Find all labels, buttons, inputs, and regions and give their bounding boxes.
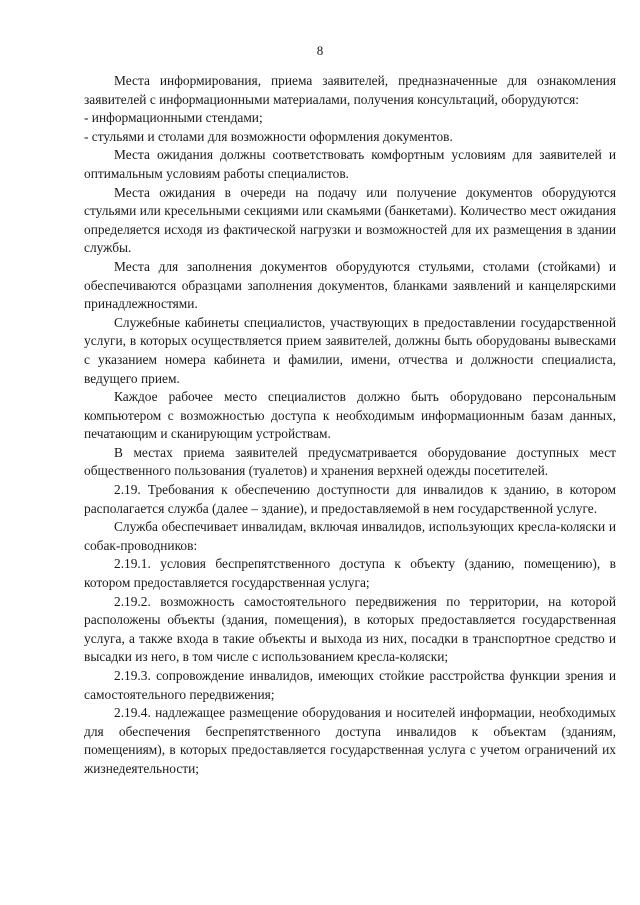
paragraph-form-filling-places: Места для заполнения документов оборудуются стульями, столами (стойками) и обеспечиваются образцами заполнения документов, бланками заявлений и канцелярскими принадлежностями. xyxy=(84,258,616,312)
paragraph-waiting-places: Места ожидания должны соответствовать комфортным условиям для заявителей и оптимальным условиям работы специалистов. xyxy=(84,147,616,181)
paragraph-workplace: Каждое рабочее место специалистов должно быть оборудовано персональным компьютером с возможностью доступа к необходимым информационным базам данных, печатающим и сканирующим устройствам. xyxy=(84,389,616,442)
page-number: 8 xyxy=(316,43,324,58)
document-body xyxy=(84,72,616,779)
paragraph-public-facilities: В местах приема заявителей предусматривается оборудование доступных мест общественного пользования (туалетов) и хранения верхней одежды посетителей. xyxy=(84,444,616,479)
section-2-19-heading: 2.19. Требования к обеспечению доступности для инвалидов к зданию, в котором располагается служба (далее – здание), и предоставляемой в нем государственной услуге. xyxy=(84,482,616,516)
item-2-19-1: 2.19.1. условия беспрепятственного доступа к объекту (зданию, помещению), в котором предоставляется государственная услуга; xyxy=(84,556,616,591)
list-item-stands: - информационными стендами; xyxy=(84,110,263,126)
list-item-chairs-tables: - стульями и столами для возможности оформления документов. xyxy=(84,128,453,144)
item-2-19-3: 2.19.3. сопровождение инвалидов, имеющих стойкие расстройства функции зрения и самостоятельного передвижения; xyxy=(84,668,616,702)
paragraph-service-provides: Служба обеспечивает инвалидам, включая инвалидов, использующих кресла-коляски и собак-проводников: xyxy=(84,519,616,553)
paragraph-info-places: Места информирования, приема заявителей, предназначенные для ознакомления заявителей с информационными материалами, получения консультаций, оборудуются: xyxy=(84,73,616,107)
paragraph-offices: Служебные кабинеты специалистов, участвующих в предоставлении государственной услуги, в которых осуществляется прием заявителей, должны быть оборудованы вывесками с указанием номера кабинета и фамилии, имени, отчества и должности специалиста, ведущего прием. xyxy=(84,314,616,386)
item-2-19-4: 2.19.4. надлежащее размещение оборудования и носителей информации, необходимых для обеспечения беспрепятственного доступа инвалидов к объектам (зданиям, помещениям), в которых предоставляется государственная услуга с учетом ограничений их жизнедеятельности; xyxy=(84,705,616,776)
item-2-19-2: 2.19.2. возможность самостоятельного передвижения по территории, на которой расположены объекты (здания, помещения), в которых предоставляется государственная услуга, а также входа в такие объекты и выхода из них, посадки в транспортное средство и высадки из него, в том числе с использованием кресла-коляски; xyxy=(84,593,616,665)
paragraph-queue-places: Места ожидания в очереди на подачу или получение документов оборудуются стульями или кресельными секциями или скамьями (банкетами). Количество мест ожидания определяется исходя из фактической нагрузки и возможностей для их размещения в здании службы. xyxy=(84,184,616,256)
